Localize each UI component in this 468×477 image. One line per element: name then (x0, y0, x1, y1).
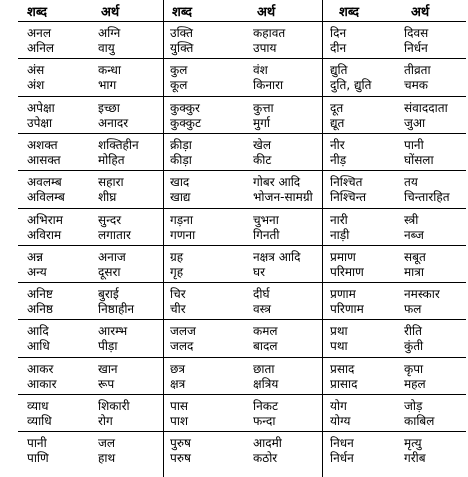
cell-meaning-2: वंश (253, 63, 268, 78)
cell-word-3: योग्य (330, 414, 351, 428)
cell-meaning-2: वस्त्र (253, 302, 271, 317)
cell-word-2: कुक्कुट (170, 115, 202, 130)
cell-meaning-3: जोड़ (404, 399, 423, 413)
cell-word-3: नीर (330, 137, 345, 152)
cell-word-3: निर्धन (330, 451, 354, 466)
table-row-group (0, 248, 468, 282)
cell-meaning-3: पानी (404, 137, 424, 152)
cell-meaning-1: मोहित (98, 152, 125, 167)
cell-meaning-3: तय (404, 175, 418, 190)
header-meaning-2: अर्थ (257, 5, 276, 20)
cell-meaning-3: कृपा (404, 361, 424, 376)
cell-word-1: अविलम्ब (27, 190, 65, 205)
cell-word-3: नारी (330, 212, 348, 227)
cell-meaning-2: निकट (253, 399, 279, 413)
cell-word-1: अभिराम (27, 212, 63, 227)
cell-meaning-1: कन्धा (98, 63, 122, 78)
row-separator (18, 96, 466, 97)
table-row-group (0, 211, 468, 245)
cell-word-2: क्षत्र (170, 376, 186, 391)
cell-word-3: पथा (330, 339, 348, 354)
cell-word-2: जलज (170, 324, 196, 339)
cell-word-3: नीड़ (330, 152, 347, 167)
cell-meaning-3: स्त्री (404, 212, 419, 227)
cell-meaning-3: फल (404, 302, 422, 317)
cell-word-1: अविराम (27, 227, 62, 242)
cell-word-1: अवलम्ब (27, 175, 62, 190)
cell-word-1: आकार (27, 376, 57, 391)
cell-meaning-2: खेल (253, 137, 271, 152)
cell-word-2: खाद्य (170, 190, 191, 205)
cell-meaning-2: भोजन-सामग्री (253, 190, 313, 205)
cell-word-1: अनिष्ट (27, 287, 53, 302)
cell-meaning-3: काबिल (404, 414, 435, 428)
cell-meaning-1: खान (98, 361, 118, 376)
cell-meaning-2: क्षत्रिय (253, 376, 279, 391)
cell-word-1: अन्य (27, 264, 47, 279)
row-separator (18, 431, 466, 432)
row-separator (18, 58, 466, 59)
cell-word-1: उपेक्षा (27, 115, 53, 130)
cell-meaning-2: चुभना (253, 212, 279, 227)
cell-meaning-1: बुराई (98, 287, 119, 302)
cell-meaning-3: कुंती (404, 339, 424, 354)
cell-meaning-3: महल (404, 376, 426, 391)
cell-meaning-3: मात्रा (404, 264, 425, 279)
cell-word-3: दुति, द्युति (330, 78, 372, 93)
cell-word-2: चीर (170, 302, 186, 317)
table-row-group (0, 360, 468, 394)
cell-word-2: कुक्कुर (170, 100, 200, 115)
table-row-group (0, 322, 468, 356)
cell-meaning-1: हाथ (98, 451, 116, 466)
cell-word-2: कुल (170, 63, 188, 78)
cell-meaning-2: कुत्ता (253, 100, 274, 115)
cell-word-1: आसक्त (27, 152, 61, 167)
row-separator (18, 21, 466, 22)
table-row-group (0, 173, 468, 207)
cell-meaning-3: नब्ज (404, 227, 424, 242)
cell-word-1: अशक्त (27, 137, 58, 152)
cell-meaning-3: रीति (404, 324, 422, 339)
cell-word-2: खाद (170, 175, 190, 190)
cell-word-3: योग (330, 399, 347, 413)
cell-meaning-2: छाता (253, 361, 275, 376)
row-separator (18, 394, 466, 395)
cell-meaning-2: किनारा (253, 78, 284, 93)
row-separator (18, 245, 466, 246)
table-row-group (0, 24, 468, 58)
cell-meaning-3: नमस्कार (404, 287, 440, 302)
cell-word-2: गृह (170, 264, 184, 279)
cell-meaning-3: चमक (404, 78, 429, 93)
cell-meaning-2: उपाय (253, 41, 277, 55)
cell-meaning-2: कमल (253, 324, 278, 339)
cell-meaning-3: तीव्रता (404, 63, 431, 78)
table-row-group (0, 434, 468, 468)
cell-word-3: परिमाण (330, 264, 364, 279)
cell-meaning-3: संवाददाता (404, 100, 448, 115)
cell-word-2: गणना (170, 227, 196, 242)
cell-word-3: प्रासाद (330, 376, 358, 391)
cell-meaning-2: कहावत (253, 26, 286, 40)
cell-word-3: प्रमाण (330, 249, 356, 264)
cell-meaning-1: भाग (98, 78, 117, 93)
header-word-3: शब्द (339, 5, 360, 20)
cell-meaning-1: शिकारी (98, 399, 130, 413)
cell-meaning-1: रूप (98, 376, 115, 391)
header-word-2: शब्द (172, 5, 193, 20)
cell-word-2: पाश (170, 414, 189, 428)
cell-word-2: ग्रह (170, 249, 184, 264)
cell-word-2: परुष (170, 451, 191, 466)
cell-word-3: निश्चिन्त (330, 190, 367, 205)
cell-word-3: दूत (330, 100, 344, 115)
row-separator (18, 170, 466, 171)
cell-meaning-1: रोग (98, 414, 113, 428)
cell-word-3: प्रथा (330, 324, 348, 339)
cell-word-2: छत्र (170, 361, 186, 376)
cell-word-2: कूल (170, 78, 188, 93)
cell-meaning-2: फन्दा (253, 414, 276, 428)
cell-meaning-2: मुर्गा (253, 115, 271, 130)
cell-word-2: उक्ति (170, 26, 193, 40)
cell-word-3: प्रसाद (330, 361, 355, 376)
header-word-1: शब्द (27, 5, 48, 20)
row-separator (18, 282, 466, 283)
cell-meaning-1: अनादर (98, 115, 129, 130)
cell-meaning-1: अग्नि (98, 26, 121, 40)
cell-meaning-3: चिन्तारहित (404, 190, 450, 205)
cell-meaning-1: इच्छा (98, 100, 120, 115)
cell-meaning-1: सहारा (98, 175, 124, 190)
cell-word-1: अंस (27, 63, 45, 78)
cell-word-3: निधन (330, 436, 354, 451)
table-row-group (0, 397, 468, 431)
cell-word-2: पास (170, 399, 189, 413)
cell-word-1: आदि (27, 324, 49, 339)
cell-word-2: कीड़ा (170, 152, 192, 167)
cell-meaning-3: जुआ (404, 115, 426, 130)
cell-word-3: निश्चित (330, 175, 363, 190)
cell-word-2: क्रीड़ा (170, 137, 192, 152)
header-meaning-1: अर्थ (101, 5, 120, 20)
cell-meaning-1: सुन्दर (98, 212, 122, 227)
cell-word-3: द्युति (330, 63, 348, 78)
cell-meaning-1: जल (98, 436, 116, 451)
cell-meaning-1: शीघ्र (98, 190, 117, 205)
cell-meaning-2: आदमी (253, 436, 282, 451)
cell-meaning-2: गोबर आदि (253, 175, 301, 190)
cell-word-1: आकर (27, 361, 54, 376)
cell-word-2: पुरुष (170, 436, 191, 451)
cell-meaning-2: नक्षत्र आदि (253, 249, 301, 264)
cell-word-1: व्याध (27, 399, 49, 413)
cell-meaning-1: निष्ठाहीन (98, 302, 135, 317)
cell-word-2: चिर (170, 287, 186, 302)
cell-meaning-2: बादल (253, 339, 278, 354)
cell-word-1: पानी (27, 436, 47, 451)
cell-word-2: युक्ति (170, 41, 194, 55)
cell-meaning-1: पीड़ा (98, 339, 118, 354)
cell-word-2: गड़ना (170, 212, 193, 227)
cell-meaning-1: वायु (98, 41, 115, 55)
cell-meaning-2: घर (253, 264, 266, 279)
cell-meaning-2: दीर्घ (253, 287, 270, 302)
cell-meaning-1: दूसरा (98, 264, 121, 279)
cell-meaning-1: लगातार (98, 227, 131, 242)
table-row-group (0, 61, 468, 95)
cell-word-3: नाड़ी (330, 227, 350, 242)
cell-meaning-3: सबूत (404, 249, 426, 264)
cell-meaning-1: अनाज (98, 249, 126, 264)
cell-word-1: व्याधि (27, 414, 52, 428)
cell-word-3: परिणाम (330, 302, 364, 317)
cell-meaning-1: आरम्भ (98, 324, 128, 339)
row-separator (18, 319, 466, 320)
cell-word-1: आधि (27, 339, 50, 354)
table-header (0, 0, 468, 20)
cell-word-1: अपेक्षा (27, 100, 55, 115)
cell-meaning-2: कीट (253, 152, 272, 167)
cell-meaning-3: गरीब (404, 451, 426, 466)
cell-word-1: पाणि (27, 451, 49, 466)
cell-word-3: प्रणाम (330, 287, 356, 302)
cell-word-3: द्यूत (330, 115, 345, 130)
cell-word-2: जलद (170, 339, 194, 354)
table-row-group (0, 136, 468, 170)
row-separator (18, 133, 466, 134)
cell-word-3: दिन (330, 26, 347, 40)
cell-meaning-3: घोंसला (404, 152, 434, 167)
header-meaning-3: अर्थ (411, 5, 430, 20)
cell-word-1: अनल (27, 26, 51, 40)
table-row-group (0, 99, 468, 133)
cell-meaning-3: मृत्यु (404, 436, 422, 451)
cell-meaning-3: दिवस (404, 26, 429, 40)
row-separator (18, 357, 466, 358)
cell-meaning-2: कठोर (253, 451, 278, 466)
cell-meaning-2: गिनती (253, 227, 280, 242)
cell-word-1: अनिल (27, 41, 55, 55)
cell-word-1: अंश (27, 78, 45, 93)
cell-word-3: दीन (330, 41, 347, 55)
row-separator (18, 208, 466, 209)
cell-meaning-1: शक्तिहीन (98, 137, 139, 152)
cell-word-1: अन्न (27, 249, 44, 264)
cell-word-1: अनिष्ठ (27, 302, 54, 317)
table-row-group (0, 285, 468, 319)
cell-meaning-3: निर्धन (404, 41, 428, 55)
